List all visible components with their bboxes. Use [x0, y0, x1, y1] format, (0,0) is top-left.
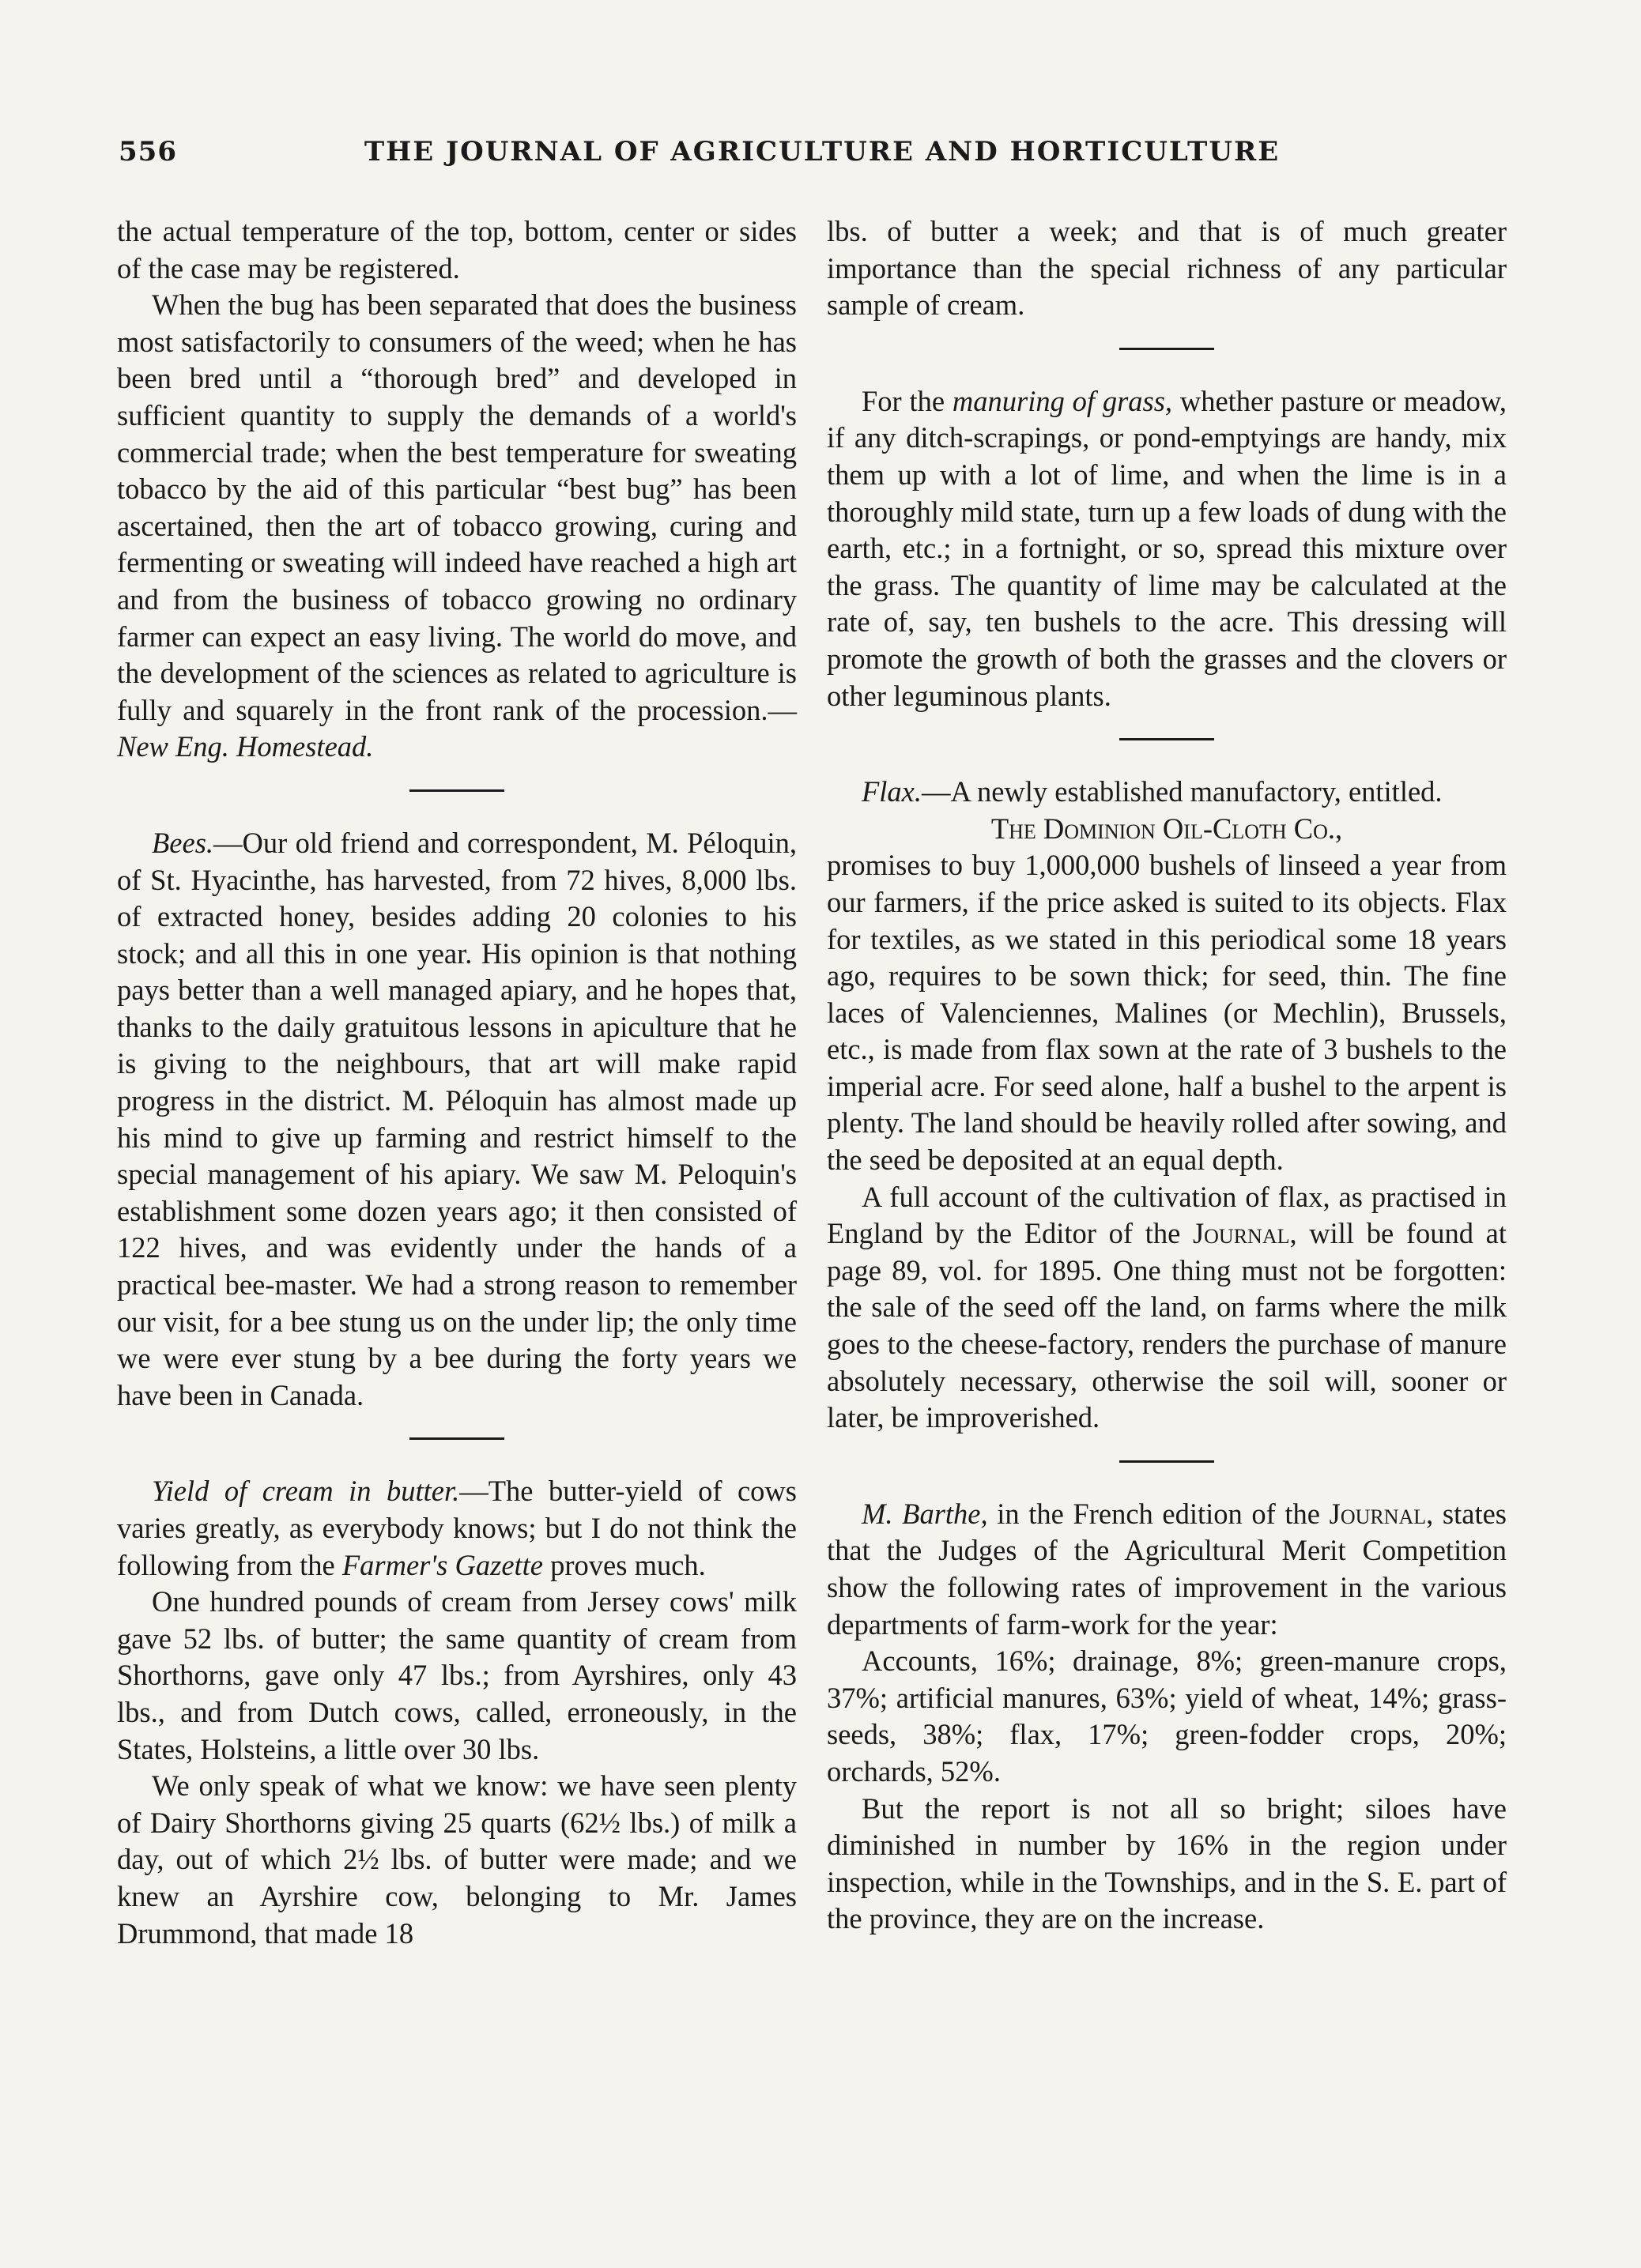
tobacco-source: New Eng. Homestead.: [117, 730, 374, 763]
paragraph-barthe: [827, 1496, 1507, 1643]
manuring-heading: manuring of grass,: [952, 384, 1173, 417]
journal-word: Journal: [1329, 1497, 1427, 1530]
page-number: 556: [119, 136, 177, 168]
paragraph-flax: promises to buy 1,000,000 bushels of linseed a year from our farmers, if the price asked is suited to its objects. Flax for textiles, as we stated in this periodical some 18 years ago, requires to be sown thick; for seed, thin. The fine laces of Valenciennes, Malines (or Mechlin), Brussels, etc., is made from flax sown at the rate of 3 bushels to the imperial acre. For seed alone, half a bushel to the arpent is plenty. The land should be heavily rolled after sowing, and the seed be deposited at an equal depth.: [827, 849, 1507, 1177]
left-column: [117, 213, 797, 1952]
section-divider: [1119, 1460, 1214, 1463]
barthe-text: in the French edition of the: [987, 1497, 1330, 1530]
full-account-text: A full account of the cultivation of flax, as practised in England by the Editor of the: [827, 1180, 1507, 1250]
paragraph-flax-intro: [827, 774, 1507, 811]
section-divider: [409, 1437, 504, 1440]
paragraph-continuation: the actual temperature of the top, bottom, center or sides of the case may be registered.: [117, 215, 797, 284]
paragraph-manuring: [827, 383, 1507, 714]
section-divider: [1119, 738, 1214, 740]
paragraph-continuation-right: lbs. of butter a week; and that is of much greater importance than the special richness of any particular sample of cream.: [827, 215, 1507, 322]
section-divider: [1119, 348, 1214, 350]
full-account-text-end: , will be found at page 89, vol. for 1895. One thing must not be forgotten: the sale of the seed off the land, on farms where the milk goes to the cheese-factory, renders the purchase of manure absolutely necessary, otherwise the soil will, sooner or later, be improverished.: [827, 1217, 1507, 1434]
yield-heading: Yield of cream in butter.: [152, 1475, 460, 1508]
company-name: The Dominion Oil-Cloth Co.,: [990, 812, 1343, 845]
right-column: [827, 213, 1507, 1938]
journal-word: Journal: [1192, 1217, 1290, 1250]
paragraph-shorthorns: We only speak of what we know: we have seen plenty of Dairy Shorthorns giving 25 quarts (62½ lbs.) of milk a day, out of which 2½ lbs. of butter were made; and we knew an Ayrshire cow, belonging to Mr. James Drummond, that made 18: [117, 1769, 797, 1950]
paragraph-tobacco: [117, 287, 797, 766]
page-header: [119, 136, 1526, 183]
section-divider: [409, 789, 504, 792]
running-title: THE JOURNAL OF AGRICULTURE AND HORTICULTURE: [364, 136, 1281, 168]
yield-text: —The butter-yield of cows varies greatly, as everybody knows; but I do not think the following from the: [117, 1475, 797, 1581]
bees-text: —Our old friend and correspondent, M. Péloquin, of St. Hyacinthe, has harvested, from 72 hives, 8,000 lbs. of extracted honey, besides adding 20 colonies to his stock; and all this in one year. His opinion is that nothing pays better than a well managed apiary, and he hopes that, thanks to the daily gratuitous lessons in apiculture that he is giving to the neighbours, that art will make rapid progress in the district. M. Péloquin has almost made up his mind to give up farming and restrict himself to the special management of his apiary. We saw M. Peloquin's establishment some dozen years ago; it then consisted of 122 hives, and was evidently under the hands of a practical bee-master. We had a strong reason to remember our visit, for a bee stung us on the under lip; the only time we were ever stung by a bee during the forty years we have been in Canada.: [117, 826, 797, 1411]
paragraph-yield: [117, 1473, 797, 1584]
yield-text-end: proves much.: [543, 1548, 706, 1581]
manuring-lead: For the: [862, 384, 953, 417]
paragraph-bees: [117, 825, 797, 1415]
tobacco-text: When the bug has been separated that does the business most satisfactorily to consumers of the weed; when he has been bred until a “thorough bred” and developed in sufficient quantity to supply the demands of a world's commercial trade; when the best temperature for sweating tobacco by the aid of this particular “best bug” has been ascertained, then the art of tobacco growing, curing and fermenting or sweating will indeed have reached a high art and from the business of tobacco growing no ordinary farmer can expect an easy living. The world do move, and the development of the sciences as related to agriculture is fully and squarely in the front rank of the procession.—: [117, 288, 797, 726]
flax-intro-text: —A newly established manufactory, entitled.: [922, 775, 1443, 808]
manuring-text: whether pasture or meadow, if any ditch-scrapings, or pond-emptyings are handy, mix them up with a lot of lime, and when the lime is in a thoroughly mild state, turn up a few loads of dung with the earth, etc.; in a fortnight, or so, spread this mixture over the grass. The quantity of lime may be calculated at the rate of, say, ten bushels to the acre. This dressing will promote the growth of both the grasses and the clovers or other leguminous plants.: [827, 384, 1507, 712]
barthe-heading: M. Barthe,: [862, 1497, 988, 1530]
paragraph-full-account: [827, 1179, 1507, 1437]
flax-heading: Flax.: [862, 775, 922, 808]
paragraph-siloes: But the report is not all so bright; siloes have diminished in number by 16% in the region under inspection, while in the Townships, and in the S. E. part of the province, they are on the increase.: [827, 1791, 1507, 1935]
paragraph-accounts: Accounts, 16%; drainage, 8%; green-manure crops, 37%; artificial manures, 63%; yield of wheat, 14%; grass-seeds, 38%; flax, 17%; green-fodder crops, 20%; orchards, 52%.: [827, 1644, 1507, 1788]
barthe-text-end: , states that the Judges of the Agricultural Merit Competition show the following rates of improvement in the various departments of farm-work for the year:: [827, 1497, 1507, 1641]
bees-heading: Bees.: [152, 826, 214, 859]
paragraph-cream-yields: One hundred pounds of cream from Jersey cows' milk gave 52 lbs. of butter; the same quantity of cream from Shorthorns, gave only 47 lbs.; from Ayrshires, only 43 lbs., and from Dutch cows, called, erroneously, in the States, Holsteins, a little over 30 lbs.: [117, 1585, 797, 1765]
yield-source: Farmer's Gazette: [341, 1548, 544, 1581]
